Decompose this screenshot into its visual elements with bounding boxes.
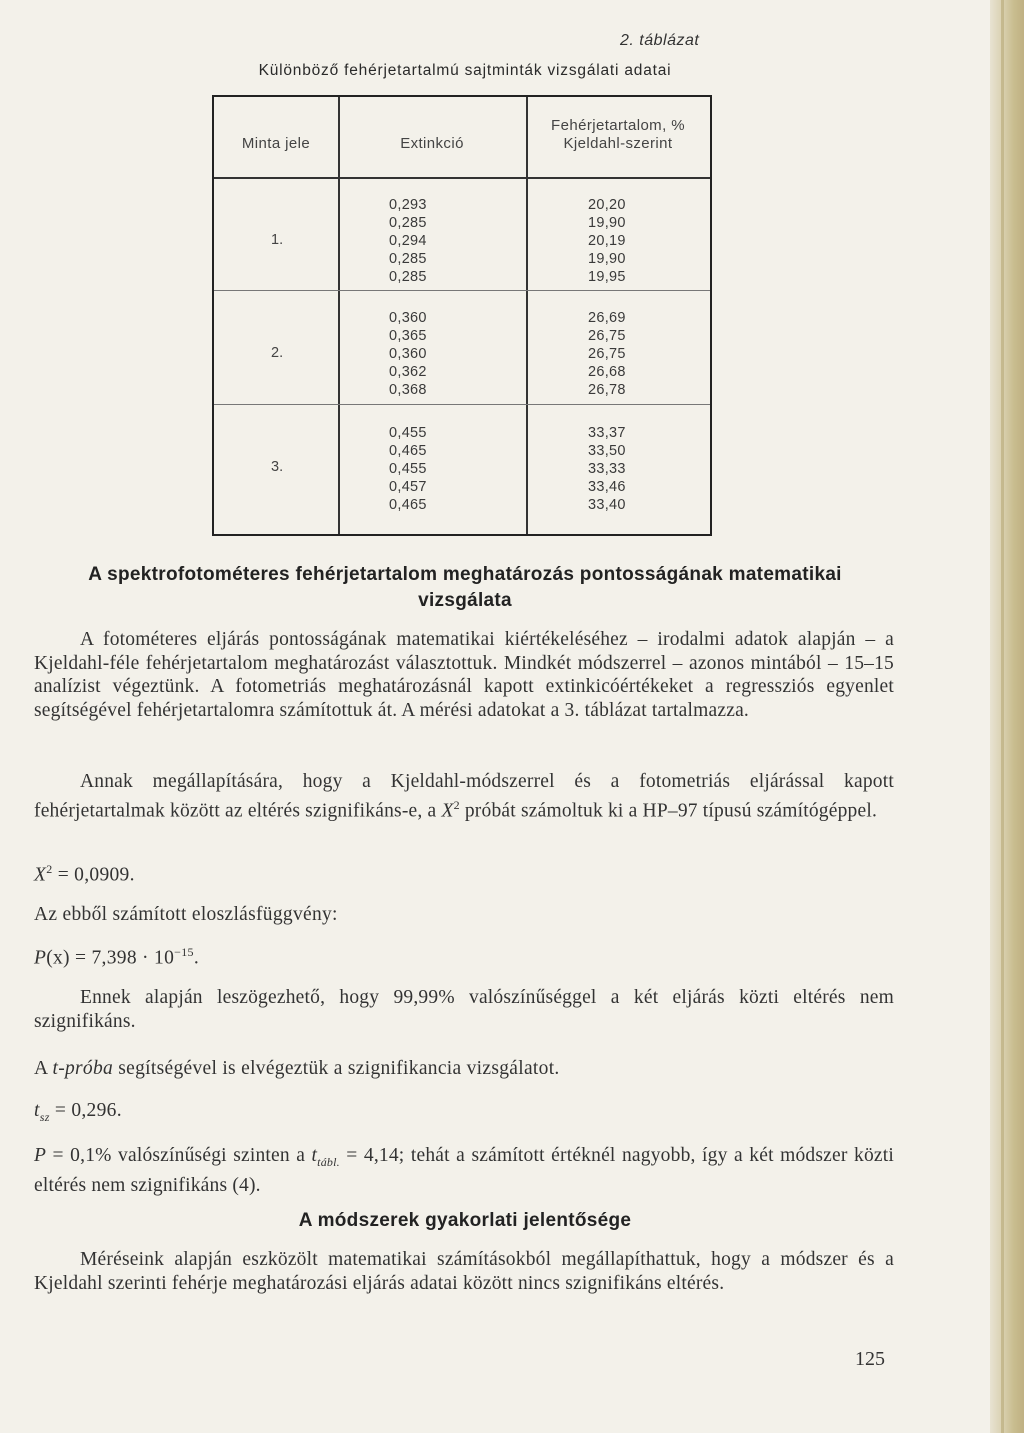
equation-symbol: t <box>311 1145 318 1166</box>
table-header-rule <box>214 177 710 179</box>
equation-t-value <box>34 1100 122 1125</box>
extinction-values <box>389 424 427 514</box>
section-title-line2: vizsgálata <box>418 590 512 611</box>
extinction-values <box>389 196 427 286</box>
data-table <box>212 95 712 536</box>
paragraph-text: próbát számoltuk ki a HP–97 típusú számítógéppel. <box>459 800 878 821</box>
extinction-values <box>389 309 427 399</box>
table-cell: 33,50 <box>588 443 626 459</box>
header-extinction: Extinkció <box>400 135 464 152</box>
table-title: Különböző fehérjetartalmú sajtminták vizsgálati adatai <box>258 62 672 79</box>
table-cell: 19,90 <box>588 251 626 267</box>
table-cell: 0,293 <box>389 197 427 213</box>
equation-symbol: P <box>34 947 47 969</box>
subscript: sz <box>39 1109 50 1124</box>
paragraph-text: Ennek alapján leszögezhető, hogy 99,99% valószínűséggel a két eljárás közti eltérés nem szignifikáns. <box>34 987 894 1032</box>
header-sample-id: Minta jele <box>241 135 311 152</box>
table-cell: 0,360 <box>389 346 427 362</box>
paragraph <box>34 628 894 722</box>
table-cell: 0,285 <box>389 215 427 231</box>
section-title-precision <box>30 562 900 614</box>
protein-values <box>588 196 626 286</box>
equation-value: = 0,0909. <box>52 864 135 886</box>
table-column-divider <box>338 97 340 534</box>
page-number: 125 <box>855 1348 885 1370</box>
table-cell: 0,465 <box>389 443 427 459</box>
table-cell: 0,457 <box>389 479 427 495</box>
paragraph <box>34 770 894 823</box>
table-cell: 26,68 <box>588 364 626 380</box>
paragraph-text: = 4,14; tehát a számított értéknél nagyobb, így a két módszer közti eltérés nem szignifikáns (4). <box>34 1145 894 1197</box>
equation-chi-square <box>34 862 135 887</box>
table-cell: 33,33 <box>588 461 626 477</box>
paragraph-text: Annak megállapítására, hogy a Kjeldahl-módszerrel és a fotometriás eljárással kapott fehérjetartalmak között az eltérés szignifikáns-e, a <box>34 771 894 821</box>
t-test-term: t-próba <box>52 1058 114 1079</box>
table-cell: 33,46 <box>588 479 626 495</box>
table-cell: 0,455 <box>389 461 427 477</box>
table-cell: 20,20 <box>588 197 626 213</box>
superscript: 2 <box>453 797 460 812</box>
table-cell: 0,285 <box>389 269 427 285</box>
group-label: 3. <box>271 459 284 475</box>
table-number-label: 2. táblázat <box>620 32 700 49</box>
exponent: −15 <box>174 945 194 959</box>
protein-values <box>588 424 626 514</box>
table-cell: 26,69 <box>588 310 626 326</box>
paragraph-text: Méréseink alapján eszközölt matematikai számításokból megállapíthattuk, hogy a módszer és a Kjeldahl szerinti fehérje meghatározási eljárás adatai között nincs szignifikáns eltérés. <box>34 1249 894 1294</box>
table-cell: 0,360 <box>389 310 427 326</box>
section-title-significance: A módszerek gyakorlati jelentősége <box>298 1210 632 1231</box>
table-cell: 0,365 <box>389 328 427 344</box>
table-group-rule <box>214 404 710 405</box>
table-cell: 19,90 <box>588 215 626 231</box>
paragraph-text: segítségével is elvégeztük a szignifikancia vizsgálatot. <box>113 1058 560 1079</box>
table-cell: 19,95 <box>588 269 626 285</box>
section-title-line1: A spektrofotométeres fehérjetartalom meghatározás pontosságának matematikai <box>88 564 842 585</box>
equation-symbol: P <box>34 1145 47 1166</box>
page-edge-line <box>1001 0 1004 1433</box>
equation-argument: (x) <box>46 947 70 969</box>
paragraph-text: A fotométeres eljárás pontosságának matematikai kiértékeléséhez – irodalmi adatok alapján – a Kjeldahl-féle fehérjetartalom meghatározást választottuk. Mindkét módszerrel – azonos mintából – 15–15 analízist végeztünk. A fotometriás meghatározásnál kapott extinkicóértékeket a regressziós egyenlet segítségével fehérjetartalomra számítottuk át. A mérési adatokat a 3. táblázat tartalmazza. <box>34 629 894 721</box>
table-cell: 0,465 <box>389 497 427 513</box>
table-cell: 33,37 <box>588 425 626 441</box>
paragraph <box>34 1144 894 1198</box>
page-edge <box>990 0 1024 1433</box>
table-cell: 0,285 <box>389 251 427 267</box>
table-cell: 26,75 <box>588 346 626 362</box>
superscript: 2 <box>46 862 53 876</box>
table-cell: 0,294 <box>389 233 427 249</box>
equation-symbol: t <box>34 1100 40 1121</box>
subscript: tábl. <box>317 1154 340 1169</box>
table-cell: 0,362 <box>389 364 427 380</box>
equation-value: = 0,296. <box>49 1100 122 1121</box>
protein-values <box>588 309 626 399</box>
table-cell: 0,368 <box>389 382 427 398</box>
table-group-rule <box>214 290 710 291</box>
paragraph-text: = 0,1% valószínűségi szinten a <box>46 1145 312 1166</box>
paragraph-text: A <box>34 1058 53 1079</box>
paragraph <box>34 986 894 1033</box>
paragraph <box>34 1248 894 1295</box>
group-label: 1. <box>271 232 284 248</box>
equation-distribution <box>34 945 199 970</box>
paragraph <box>34 1058 560 1080</box>
table-cell: 0,455 <box>389 425 427 441</box>
header-protein <box>526 117 710 153</box>
table-column-divider <box>526 97 528 534</box>
chi-square-symbol: X <box>441 800 454 821</box>
header-protein-line1: Fehérjetartalom, % <box>551 117 685 134</box>
table-cell: 33,40 <box>588 497 626 513</box>
header-protein-line2: Kjeldahl-szerint <box>563 135 673 152</box>
equation-value: = 7,398 · 10 <box>69 947 175 969</box>
table-cell: 26,78 <box>588 382 626 398</box>
table-cell: 26,75 <box>588 328 626 344</box>
equation-symbol: X <box>34 864 47 886</box>
group-label: 2. <box>271 345 284 361</box>
table-cell: 20,19 <box>588 233 626 249</box>
equation-end: . <box>193 947 199 969</box>
paragraph: Az ebből számított eloszlásfüggvény: <box>34 904 338 925</box>
